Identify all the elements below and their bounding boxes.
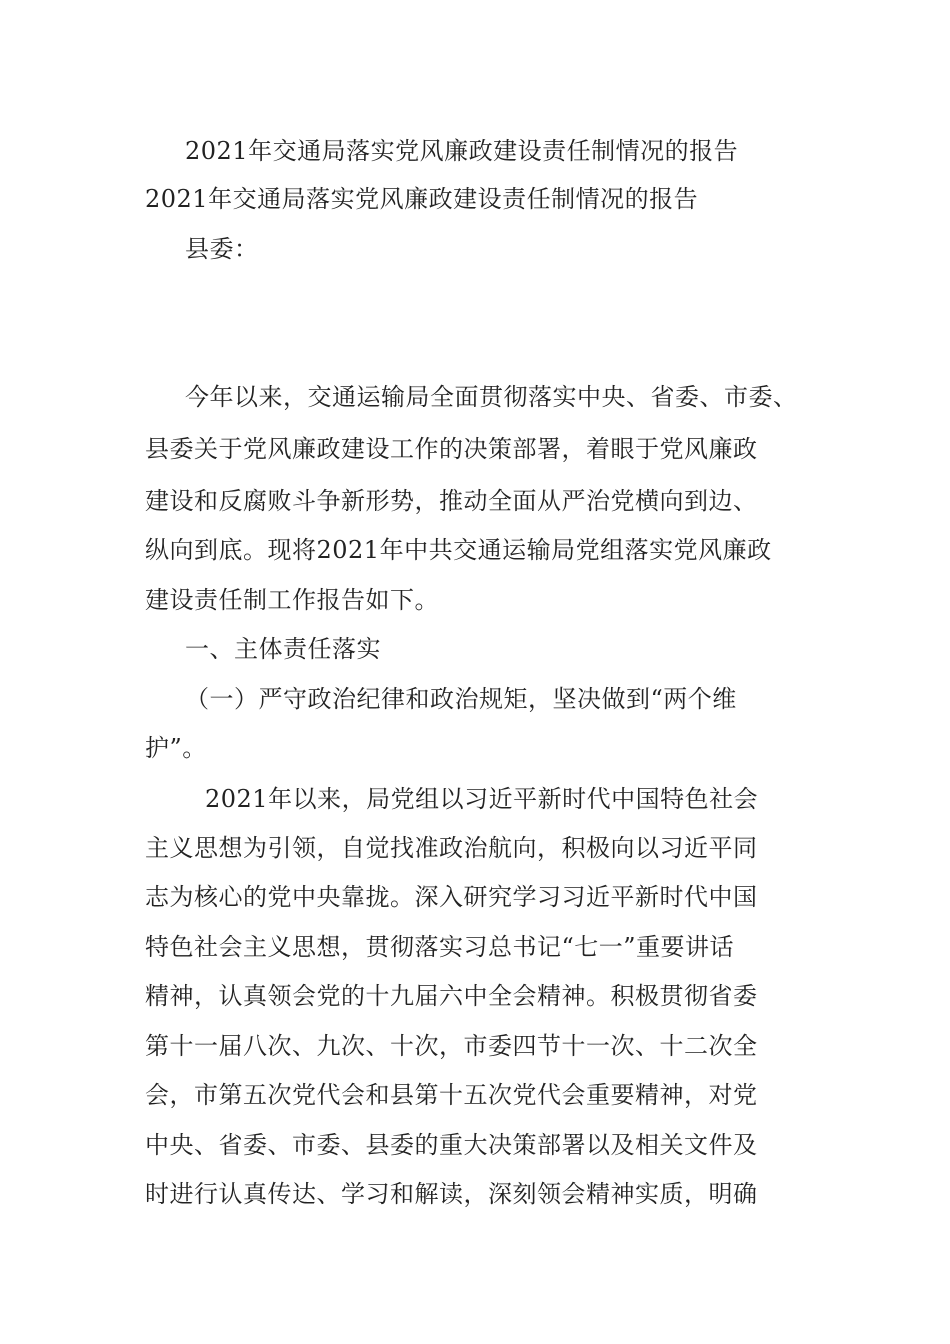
body-line-11: 志为核心的党中央靠拢。深入研究学习习近平新时代中国	[145, 883, 758, 911]
document-title-line-2: 2021年交通局落实党风廉政建设责任制情况的报告	[145, 185, 699, 213]
subsection-heading-1: （一）严守政治纪律和政治规矩，坚决做到“两个维	[185, 685, 737, 713]
subsection-heading-1-cont: 护”。	[145, 734, 207, 762]
body-line-14: 第十一届八次、九次、十次，市委四节十一次、十二次全	[145, 1032, 758, 1060]
body-line-15: 会，市第五次党代会和县第十五次党代会重要精神，对党	[145, 1081, 758, 1109]
document-title-line-1: 2021年交通局落实党风廉政建设责任制情况的报告	[185, 137, 739, 165]
section-heading-1: 一、主体责任落实	[185, 635, 381, 663]
body-line-12: 特色社会主义思想，贯彻落实习总书记“七一”重要讲话	[145, 933, 735, 961]
body-line-16: 中央、省委、市委、县委的重大决策部署以及相关文件及	[145, 1131, 758, 1159]
body-line-1: 今年以来，交通运输局全面贯彻落实中央、省委、市委、	[185, 383, 798, 411]
body-line-17: 时进行认真传达、学习和解读，深刻领会精神实质，明确	[145, 1180, 758, 1208]
body-line-2: 县委关于党风廉政建设工作的决策部署，着眼于党风廉政	[145, 435, 758, 463]
salutation: 县委：	[185, 235, 259, 263]
body-line-5: 建设责任制工作报告如下。	[145, 586, 439, 614]
body-line-10: 主义思想为引领，自觉找准政治航向，积极向以习近平同	[145, 834, 758, 862]
body-line-3: 建设和反腐败斗争新形势，推动全面从严治党横向到边、	[145, 487, 758, 515]
body-line-4: 纵向到底。现将2021年中共交通运输局党组落实党风廉政	[145, 536, 772, 564]
body-line-13: 精神，认真领会党的十九届六中全会精神。积极贯彻省委	[145, 982, 758, 1010]
body-line-9: 2021年以来，局党组以习近平新时代中国特色社会	[205, 785, 759, 813]
